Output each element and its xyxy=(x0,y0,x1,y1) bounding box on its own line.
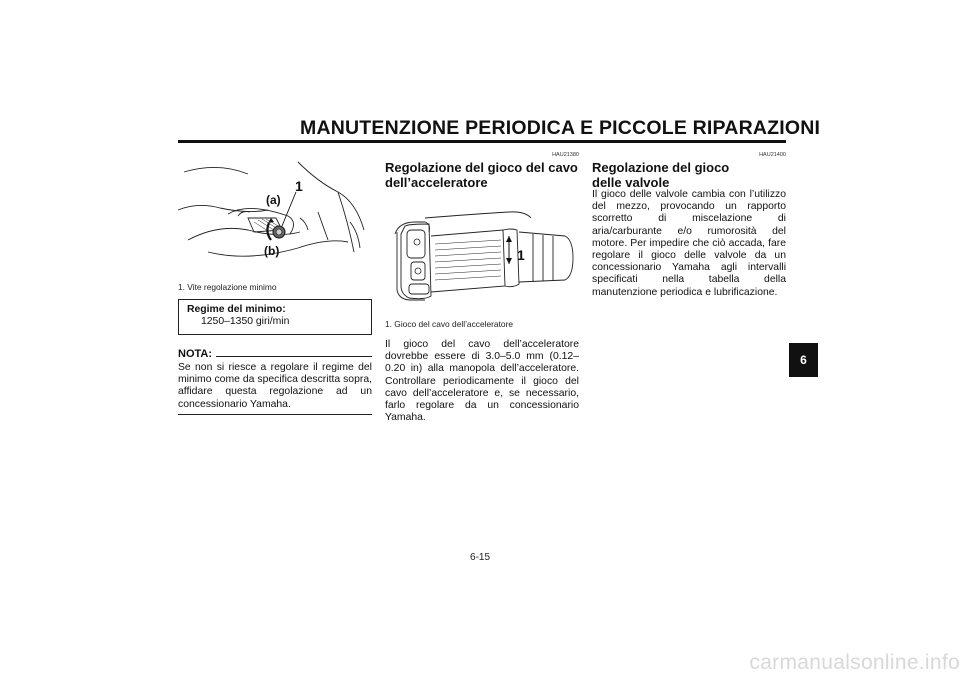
throttle-body-text: Il gioco del cavo dell’acceleratore dovrebbe essere di 3.0–5.0 mm (0.12–0.20 in) alla manopola dell’acceleratore. Controllare periodicamente il gioco del cavo dell’acceleratore e, se necessario, farlo regolare da un concessionario Yamaha. xyxy=(385,339,579,424)
figure-callout-1: 1 xyxy=(295,178,303,194)
page-header-title: MANUTENZIONE PERIODICA E PICCOLE RIPARAZIONI xyxy=(300,117,821,139)
note-bottom-rule xyxy=(178,414,372,415)
header-rule xyxy=(178,140,786,143)
note-text: Se non si riesce a regolare il regime del minimo come da specifica descritta sopra, affidare questa regolazione ad un concessionario Yamaha. xyxy=(178,362,372,410)
throttle-callout-1: 1 xyxy=(517,247,525,263)
figure-label-b: (b) xyxy=(264,244,280,258)
idle-speed-spec-box xyxy=(178,299,372,335)
watermark: carmanualsonline.info xyxy=(749,651,960,674)
idle-screw-drawing xyxy=(178,152,372,278)
section-code-valves: HAU21400 xyxy=(759,152,786,158)
note-top-rule xyxy=(216,356,372,357)
chapter-tab: 6 xyxy=(789,343,818,377)
idle-screw-illustration xyxy=(178,152,372,278)
section-code: HAU21380 xyxy=(552,152,579,158)
spec-label: Regime del minimo: xyxy=(187,304,286,315)
note-label: NOTA: xyxy=(178,348,213,360)
figure-caption-idle-screw: 1. Vite regolazione minimo xyxy=(178,282,277,292)
spec-value: 1250–1350 giri/min xyxy=(201,316,290,327)
page-number: 6-15 xyxy=(469,552,490,563)
valves-section-title: Regolazione del gioco delle valvole xyxy=(592,160,730,190)
valves-body-text: Il gioco delle valvole cambia con l’utilizzo del mezzo, provocando un rapporto scorretto di miscelazione di aria/carburante e/o rumorosità del motore. Per impedire che ciò accada, fare regolare il gioco delle valvole da un concessionario Yamaha agli intervalli specificati nella tabella della manutenzione periodica e lubrificazione. xyxy=(592,189,786,298)
throttle-grip-drawing xyxy=(385,200,579,310)
figure-label-a: (a) xyxy=(266,193,281,207)
throttle-grip-illustration xyxy=(385,200,579,310)
throttle-section-title: Regolazione del gioco del cavo dell’acceleratore xyxy=(385,160,578,190)
figure-caption-throttle: 1. Gioco del cavo dell’acceleratore xyxy=(385,319,514,329)
